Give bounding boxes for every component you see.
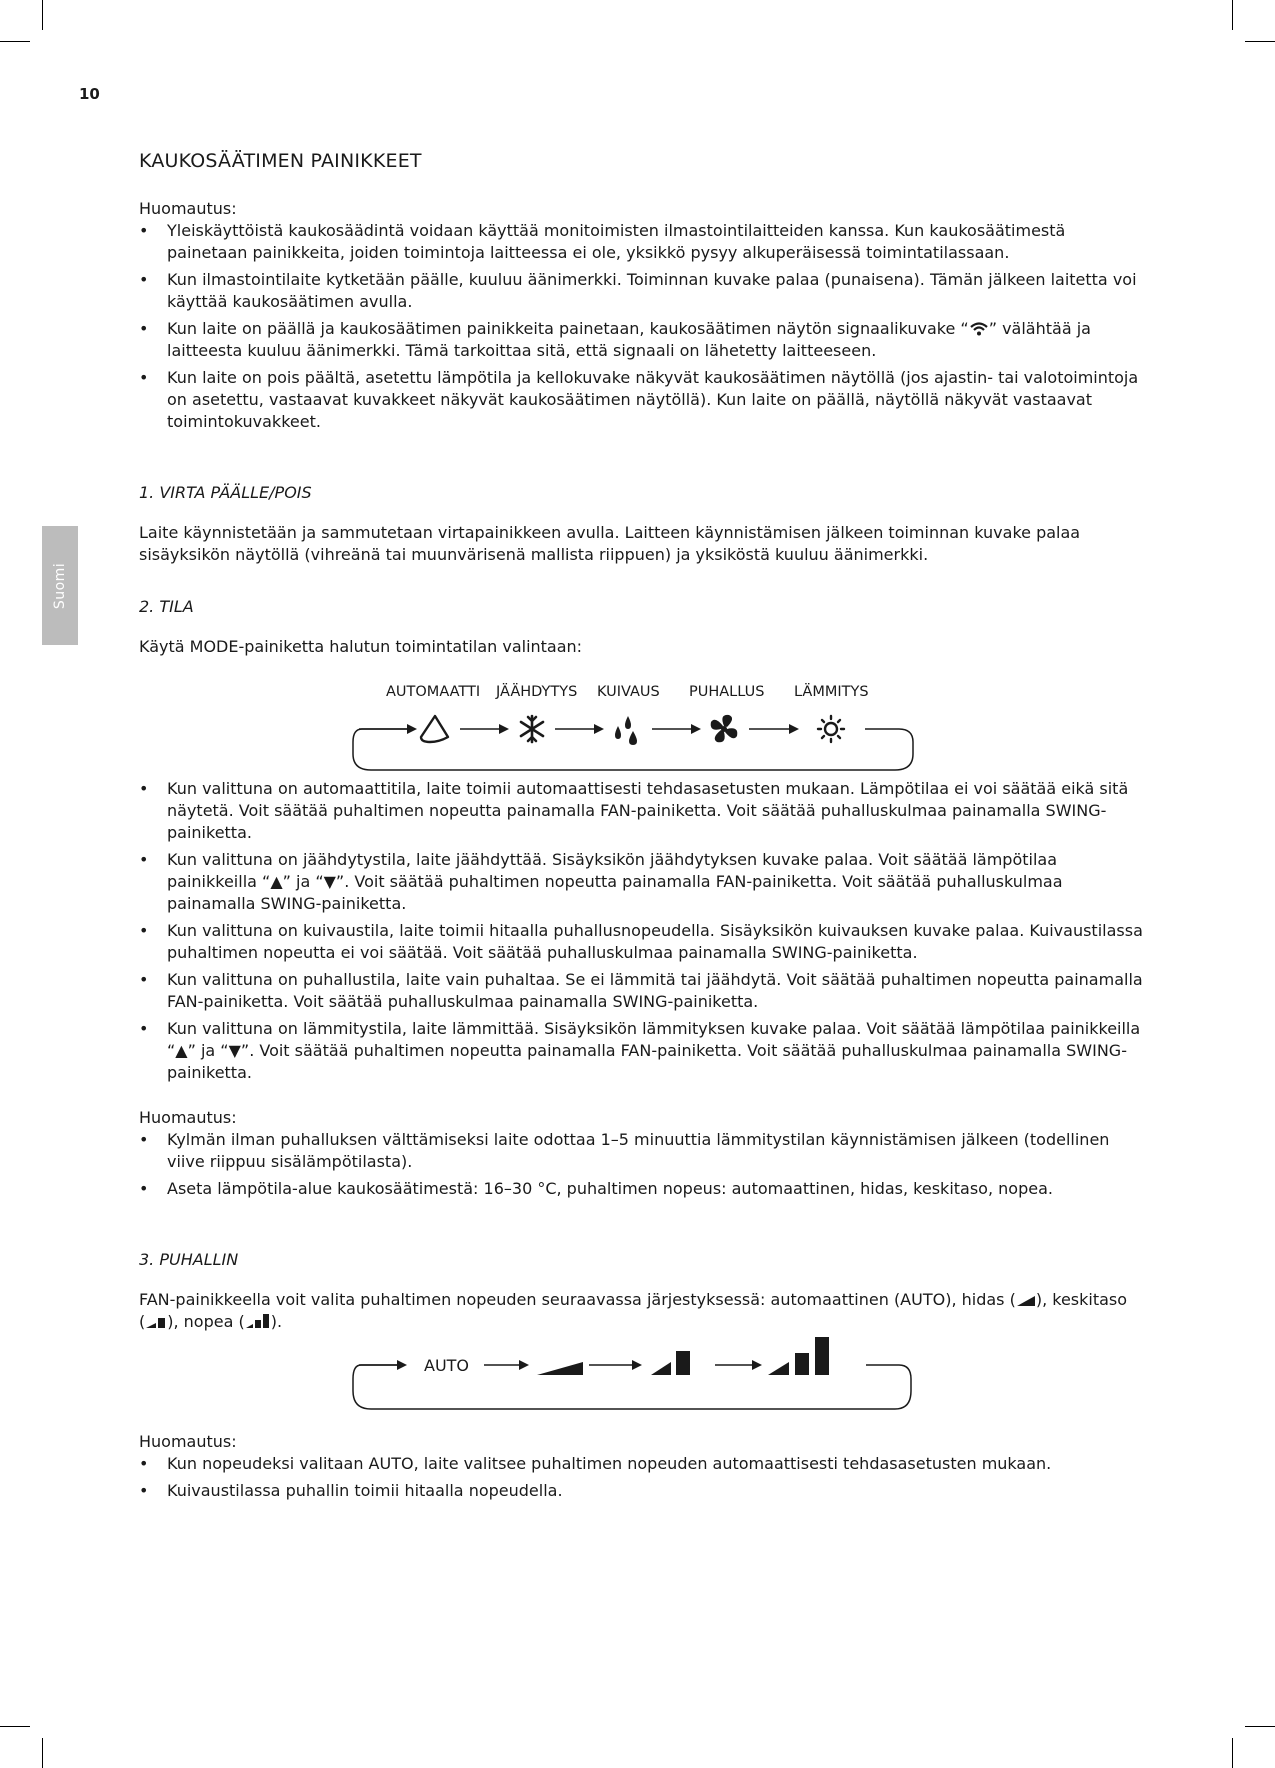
crop-mark <box>1245 1726 1275 1727</box>
fan-text: ). <box>270 1312 283 1331</box>
arrow-icon <box>652 724 701 734</box>
note-title: Huomautus: <box>139 199 237 218</box>
fan-speed-low-icon <box>537 1362 583 1375</box>
arrow-icon <box>484 1360 529 1370</box>
fan-text: ), nopea ( <box>167 1312 245 1331</box>
page-title: KAUKOSÄÄTIMEN PAINIKKEET <box>139 150 422 172</box>
list-item-text: Kun laite on päällä ja kaukosäätimen painikkeita painetaan, kaukosäätimen näytön signaalikuvake “ <box>167 319 969 338</box>
mode-cycle-diagram <box>139 658 1149 778</box>
signal-icon <box>969 322 989 336</box>
fan-auto-label: AUTO <box>424 1356 470 1375</box>
page-number: 10 <box>79 85 100 103</box>
mode-list <box>139 778 1149 1084</box>
crop-mark <box>1245 41 1275 42</box>
mode-label-heat: LÄMMITYS <box>794 684 869 700</box>
fan-text: ), keskitaso <box>1035 1290 1128 1309</box>
sun-icon <box>818 716 844 742</box>
mode-label-auto: AUTOMAATTI <box>386 684 481 700</box>
mode-label-cool: JÄÄHDYTYS <box>496 684 578 700</box>
arrow-icon <box>359 724 417 734</box>
snowflake-icon <box>521 716 543 742</box>
list-item: • Kun valittuna on lämmitystila, laite lämmittää. Sisäyksikön lämmityksen kuvake palaa. Voit säätää lämpötilaa painikkeilla “▲” ja “▼”. Voit säätää puhaltimen nopeutta painamalla FAN-painiketta. Voit säätää puhalluskulmaa painamalla SWING-painiketta. <box>139 1018 1149 1084</box>
list-item-text: ” välähtää ja laitteesta kuuluu äänimerkki. Tämä tarkoittaa sitä, että signaali on lähetetty laitteeseen. <box>167 319 1091 360</box>
crop-mark <box>0 41 30 42</box>
fan-speed-high-icon <box>245 1313 271 1329</box>
mode-label-fan: PUHALLUS <box>689 684 765 700</box>
crop-mark <box>0 1726 30 1727</box>
crop-mark <box>1232 1738 1233 1768</box>
list-item: • Kylmän ilman puhalluksen välttämiseksi laite odottaa 1–5 minuuttia lämmitystilan käynnistämisen jälkeen (todellinen viive riippuu sisälämpötilasta). <box>139 1129 1149 1173</box>
list-item: • Kun laite on pois päältä, asetettu lämpötila ja kellokuvake näkyvät kaukosäätimen näytöllä (jos ajastin- tai valotoimintoja on asetettu, vastaavat kuvakkeet näkyvät kaukosäätimen näytöllä). Kun laite on päällä, näytöllä näkyvät vastaavat toimintokuvakkeet. <box>139 367 1149 433</box>
language-tab-label: Suomi <box>52 562 68 609</box>
arrow-icon <box>359 1360 407 1370</box>
section-heading-fan: 3. PUHALLIN <box>139 1250 239 1269</box>
crop-mark <box>42 1738 43 1768</box>
list-item: • Kun valittuna on puhallustila, laite vain puhaltaa. Se ei lämmitä tai jäähdytä. Voit säätää puhaltimen nopeutta painamalla FAN-painiketta. Voit säätää puhalluskulmaa painamalla SWING-painiketta. <box>139 969 1149 1013</box>
fan-icon <box>711 715 738 742</box>
arrow-icon <box>715 1360 762 1370</box>
fan-speed-high-icon <box>768 1337 829 1375</box>
fan-speed-low-icon <box>1016 1293 1036 1307</box>
list-item <box>139 318 1149 362</box>
arrow-icon <box>749 724 799 734</box>
section-heading-mode: 2. TILA <box>139 597 194 616</box>
fan-speed-medium-icon <box>651 1351 690 1375</box>
mode-label-dry: KUIVAUS <box>597 684 660 700</box>
crop-mark <box>42 0 43 30</box>
arrow-icon <box>460 724 509 734</box>
section-text-mode: Käytä MODE-painiketta halutun toimintatilan valintaan: <box>139 637 583 656</box>
list-item: • Kun valittuna on automaattitila, laite toimii automaattisesti tehdasasetusten mukaan. Lämpötilaa ei voi säätää eikä sitä näytetä. Voit säätää puhaltimen nopeutta painamalla FAN-painiketta. Voit säätää puhalluskulmaa painamalla SWING-painiketta. <box>139 778 1149 844</box>
note-list <box>139 220 1149 433</box>
note-title: Huomautus: <box>139 1432 237 1451</box>
water-drops-icon <box>615 716 637 745</box>
list-item: • Kun ilmastointilaite kytketään päälle, kuuluu äänimerkki. Toiminnan kuvake palaa (punaisena). Tämän jälkeen laitetta voi käyttää kaukosäätimen avulla. <box>139 269 1149 313</box>
section-text-power: Laite käynnistetään ja sammutetaan virtapainikkeen avulla. Laitteen käynnistämisen jälkeen toiminnan kuvake palaa sisäyksikön näytöllä (vihreänä tai muunvärisenä mallista riippuen) ja yksiköstä kuuluu äänimerkki. <box>139 523 1081 564</box>
auto-mode-icon <box>421 716 448 742</box>
list-item: • Yleiskäyttöistä kaukosäädintä voidaan käyttää monitoimisten ilmastointilaitteiden kanssa. Kun kaukosäätimestä painetaan painikkeita, joiden toimintoja laitteessa ei ole, yksikkö pysyy alkuperäisessä toimintatilassaan. <box>139 220 1149 264</box>
fan-text: FAN-painikkeella voit valita puhaltimen nopeuden seuraavassa järjestyksessä: automaattinen (AUTO), hidas ( <box>139 1290 1016 1309</box>
list-item: • Kuivaustilassa puhallin toimii hitaalla nopeudella. <box>139 1480 1149 1502</box>
note-title: Huomautus: <box>139 1108 237 1127</box>
mode-cycle-svg <box>139 658 1149 778</box>
section-text-fan <box>139 1289 1149 1333</box>
fan-speed-svg <box>139 1333 1149 1431</box>
arrow-icon <box>589 1360 642 1370</box>
section-heading-power: 1. VIRTA PÄÄLLE/POIS <box>139 483 312 502</box>
language-tab <box>42 526 78 645</box>
fan-speed-diagram <box>139 1333 1149 1431</box>
note-list <box>139 1453 1149 1502</box>
list-item: • Aseta lämpötila-alue kaukosäätimestä: 16–30 °C, puhaltimen nopeus: automaattinen, hidas, keskitaso, nopea. <box>139 1178 1149 1200</box>
fan-text: ( <box>139 1312 146 1331</box>
list-item: • Kun valittuna on kuivaustila, laite toimii hitaalla puhallusnopeudella. Sisäyksikön kuivauksen kuvake palaa. Kuivaustilassa puhaltimen nopeutta ei voi säätää. Voit säätää puhalluskulmaa painamalla SWING-painiketta. <box>139 920 1149 964</box>
list-item: • Kun valittuna on jäähdytystila, laite jäähdyttää. Sisäyksikön jäähdytyksen kuvake palaa. Voit säätää lämpötilaa painikkeilla “▲” ja “▼”. Voit säätää puhaltimen nopeutta painamalla FAN-painiketta. Voit säätää puhalluskulmaa painamalla SWING-painiketta. <box>139 849 1149 915</box>
arrow-icon <box>555 724 604 734</box>
note-list <box>139 1129 1149 1200</box>
fan-speed-medium-icon <box>145 1315 167 1329</box>
list-item: • Kun nopeudeksi valitaan AUTO, laite valitsee puhaltimen nopeuden automaattisesti tehdasasetusten mukaan. <box>139 1453 1149 1475</box>
crop-mark <box>1232 0 1233 30</box>
page-content <box>139 150 1149 1507</box>
